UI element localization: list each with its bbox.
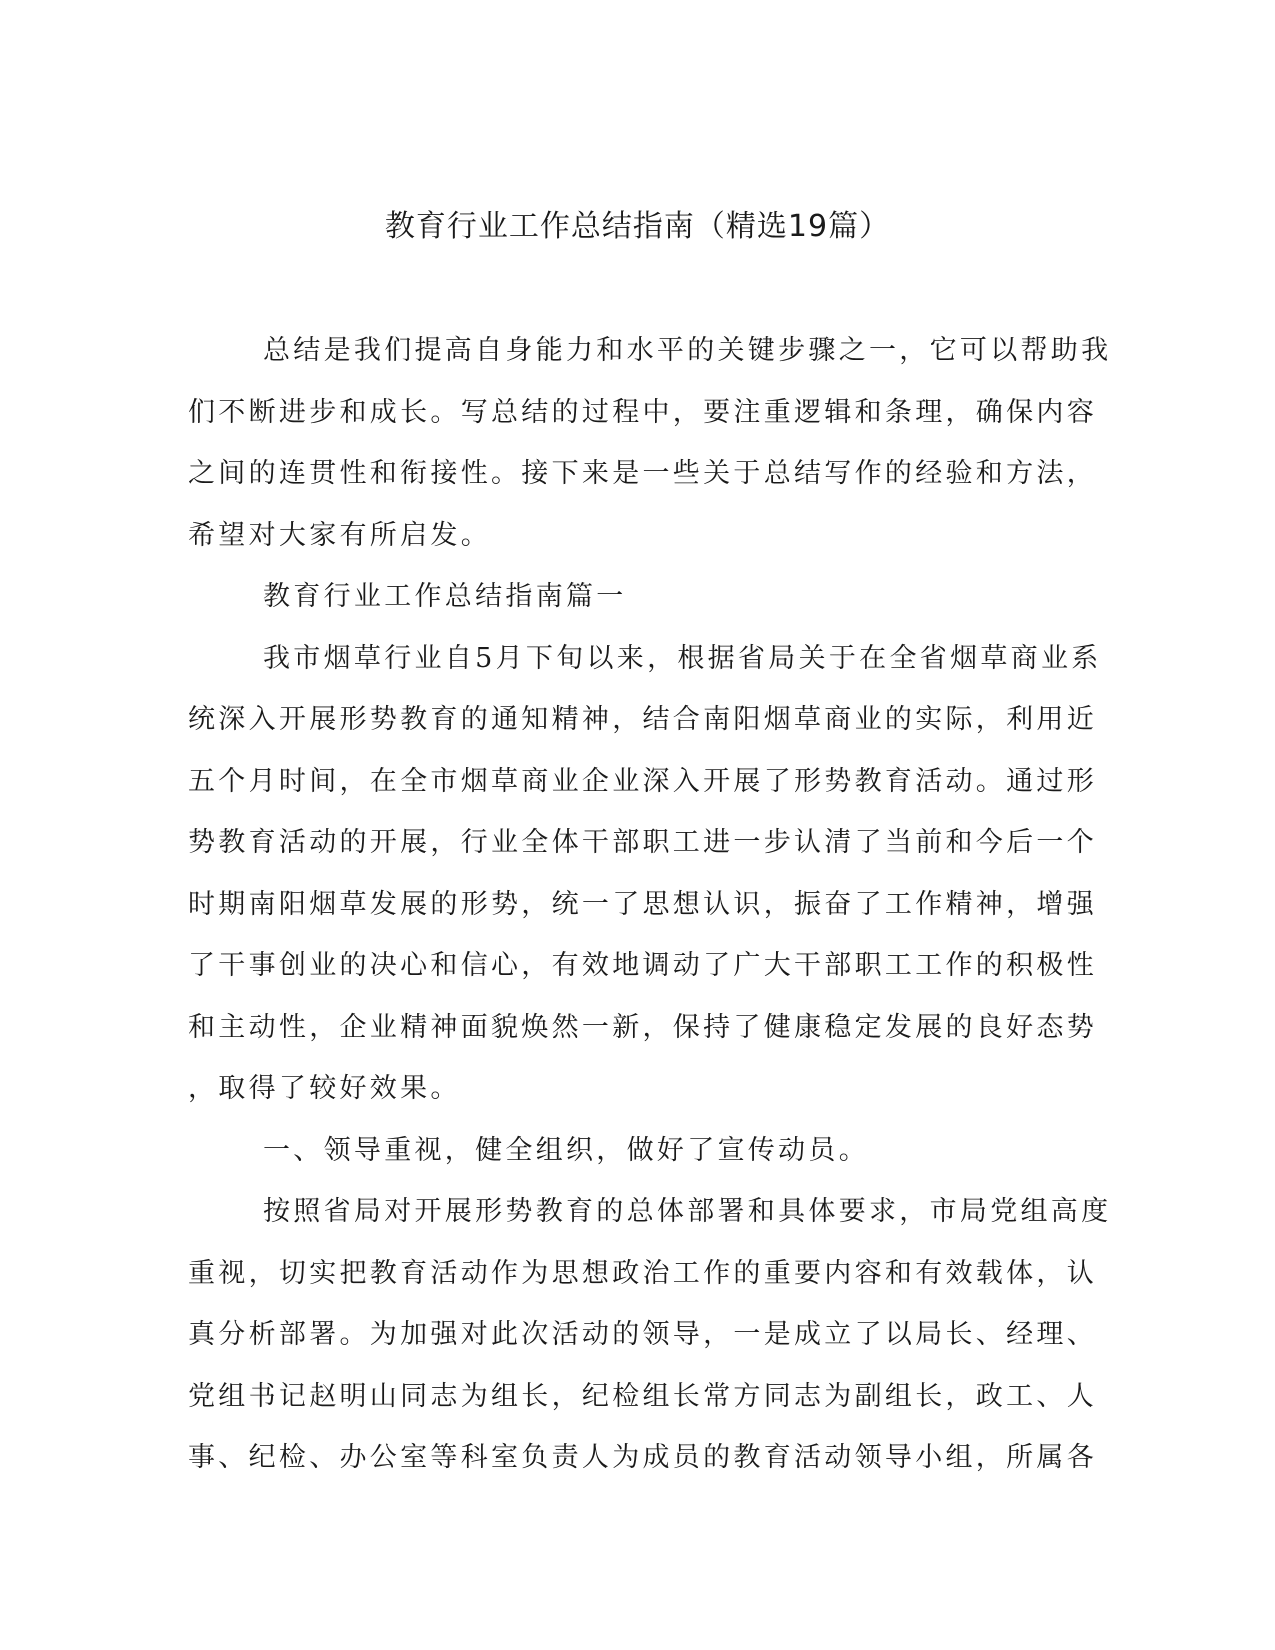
paragraph-line: 总结是我们提高自身能力和水平的关键步骤之一，它可以帮助我 bbox=[263, 335, 1112, 366]
paragraph-line: 按照省局对开展形势教育的总体部署和具体要求，市局党组高度 bbox=[263, 1196, 1112, 1227]
subsection-heading: 一、领导重视，健全组织，做好了宣传动员。 bbox=[263, 1134, 869, 1166]
paragraph-line: 统深入开展形势教育的通知精神，结合南阳烟草商业的实际，利用近 bbox=[188, 704, 1097, 735]
section-heading: 教育行业工作总结指南篇一 bbox=[263, 581, 627, 612]
paragraph-line: 和主动性，企业精神面貌焕然一新，保持了健康稳定发展的良好态势 bbox=[188, 1011, 1097, 1043]
paragraph-line: 时期南阳烟草发展的形势，统一了思想认识，振奋了工作精神，增强 bbox=[188, 888, 1097, 920]
paragraph-line: 我市烟草行业自5月下旬以来，根据省局关于在全省烟草商业系 bbox=[263, 642, 1102, 674]
paragraph-line: 重视，切实把教育活动作为思想政治工作的重要内容和有效载体，认 bbox=[188, 1257, 1097, 1289]
document-body bbox=[188, 320, 1112, 1489]
paragraph-line: ，取得了较好效果。 bbox=[188, 1073, 461, 1104]
paragraph-line: 之间的连贯性和衔接性。接下来是一些关于总结写作的经验和方法， bbox=[188, 458, 1097, 489]
paragraph-line: 真分析部署。为加强对此次活动的领导，一是成立了以局长、经理、 bbox=[188, 1319, 1097, 1350]
paragraph-line: 们不断进步和成长。写总结的过程中，要注重逻辑和条理，确保内容 bbox=[188, 396, 1097, 428]
paragraph-line: 势教育活动的开展，行业全体干部职工进一步认清了当前和今后一个 bbox=[188, 827, 1097, 858]
paragraph-line: 了干事创业的决心和信心，有效地调动了广大干部职工工作的积极性 bbox=[188, 950, 1097, 981]
paragraph-line: 希望对大家有所启发。 bbox=[188, 519, 491, 551]
paragraph-line: 事、纪检、办公室等科室负责人为成员的教育活动领导小组，所属各 bbox=[188, 1442, 1097, 1473]
paragraph-line: 五个月时间，在全市烟草商业企业深入开展了形势教育活动。通过形 bbox=[188, 765, 1097, 797]
document-title: 教育行业工作总结指南（精选19篇） bbox=[384, 209, 891, 244]
paragraph-line: 党组书记赵明山同志为组长，纪检组长常方同志为副组长，政工、人 bbox=[188, 1380, 1097, 1412]
